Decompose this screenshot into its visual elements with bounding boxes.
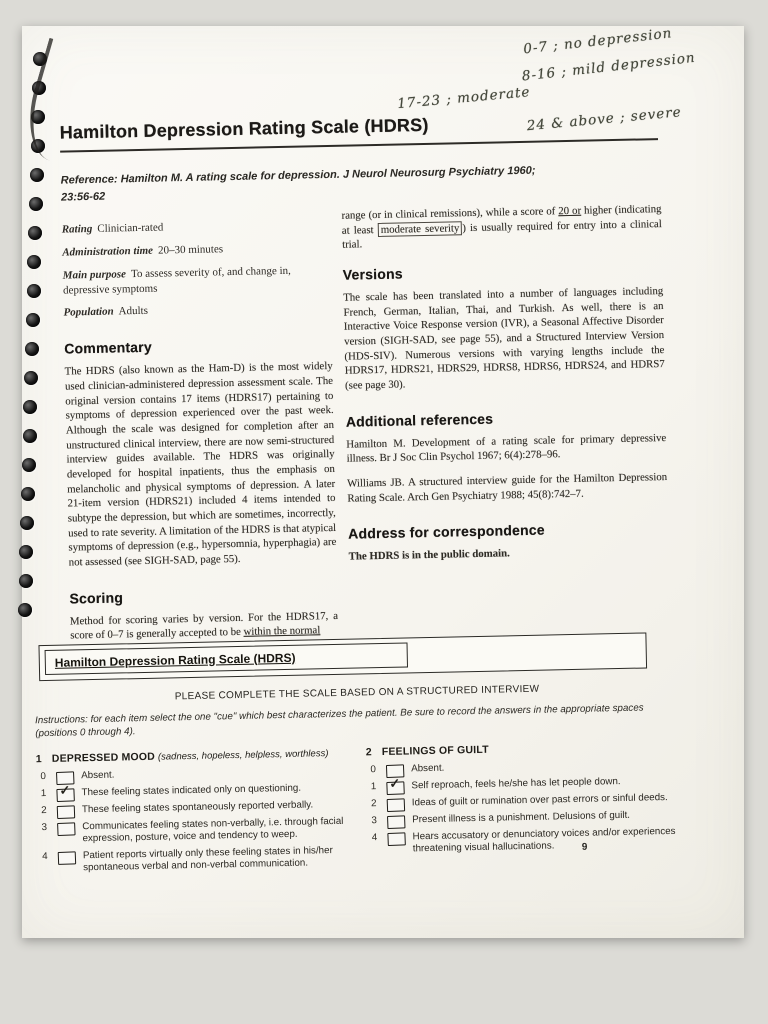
option-row: 3 Present illness is a punishment. Delusions of guilt. (367, 809, 681, 829)
address-heading: Address for correspondence (348, 521, 545, 543)
check-mark: ✓ (389, 775, 401, 792)
commentary-heading: Commentary (64, 338, 153, 357)
checkbox (387, 815, 405, 829)
fact-main-purpose: Main purpose To assess severity of, and change in, depressive symptoms (62, 264, 292, 297)
scale-item-depressed-mood (36, 747, 352, 875)
structured-interview-banner: PLEASE COMPLETE THE SCALE BASED ON A STRUCTURED INTERVIEW (174, 683, 540, 703)
check-mark: ✓ (59, 782, 71, 798)
fact-population: Population Adults (63, 305, 149, 319)
option-row: 1 ✓ These feeling states indicated only on questioning. (36, 782, 350, 802)
reference-text-line1: Hamilton M. A rating scale for depression. J Neurol Neurosurg Psychiatry 1960; (120, 164, 536, 186)
commentary-body: The HDRS (also known as the Ham-D) is the most widely used clinician-administered depression assessment scale. The original version contains 17 items (HDRS17) pertaining to symptoms of depression experienced over the past week. Although the scale was designed for completion after an unstructured clinical interview, there are now semi-structured interview guides available. The HDRS was originally developed for hospital inpatients, thus the emphasis on melancholic and physical symptoms of depression. A later 21-item version (HDRS21) included 4 items intended to subtype the depression, but which are sometimes, incorrectly, used to rate severity. A limitation of the HDRS is that atypical symptoms of depression (e.g., hypersomnia, hyperphagia) are not assessed (see SIGH-SAD, page 55). (64, 360, 337, 569)
option-row: 0 Absent. (36, 765, 350, 785)
item-heading: 2 FEELINGS OF GUILT (365, 744, 489, 759)
option-row: 0 Absent. (366, 758, 680, 778)
fact-administration-time: Administration time 20–30 minutes (62, 243, 224, 259)
reference-citation (61, 160, 682, 206)
document-page (22, 26, 744, 938)
versions-heading: Versions (342, 265, 403, 283)
handwritten-note-range-1: 0-7 ; no depression (522, 25, 674, 58)
versions-body: The scale has been translated into a number of languages including French, German, Italian, Thai, and Turkish. As well, there is an Interactive Voice Response version (IVR), a Seasonal Affective Disorder version (SIGH-SAD, see page 55), and a Structured Interview Version (HDS-SIV). Numerous versions with varying lengths include the HDRS17, HDRS21, HDRS29, HDRS8, HDRS6, HDRS24, and HDRS7 (see page 30). (343, 285, 665, 392)
scoring-heading: Scoring (69, 589, 124, 607)
option-row: 2 These feeling states spontaneously reported verbally. (37, 799, 351, 819)
scoring-body: Method for scoring varies by version. For the HDRS17, a score of 0–7 is generally accepted to be within the normal (69, 609, 339, 642)
reference-text-line2: 23:56-62 (60, 190, 106, 204)
address-body: The HDRS is in the public domain. (348, 547, 510, 564)
scoring-continuation: range (or in clinical remissions), while a score of 20 or higher (indicating at least moderate severity ) is usually required for entry into a clinical trial. (341, 203, 662, 252)
scale-form-section (33, 632, 683, 875)
additional-references-heading: Additional references (345, 410, 494, 430)
handwritten-note-range-4: 24 & above ; severe (526, 104, 683, 135)
scale-title-inner-box: Hamilton Depression Rating Scale (HDRS) (45, 642, 408, 675)
checkbox (57, 805, 75, 819)
checkbox-checked (56, 782, 74, 802)
checkbox (58, 851, 76, 865)
scale-items (36, 740, 683, 875)
page-title: Hamilton Depression Rating Scale (HDRS) (60, 110, 658, 153)
option-row: 2 Ideas of guilt or rumination over past errors or sinful deeds. (367, 792, 681, 812)
additional-reference-2: Williams JB. A structured interview guide for the Hamilton Depression Rating Scale. Arch Gen Psychiatry 1988; 45(8):742–7. (347, 471, 668, 505)
page-number: 9 (581, 841, 588, 853)
checkbox (57, 822, 75, 836)
option-row: 3 Communicates feeling states non-verbally, i.e. through facial expression, posture, voice and tendency to weep. (41, 815, 344, 845)
page-content (13, 19, 747, 934)
reference-label: Reference: (60, 173, 118, 187)
checkbox (387, 798, 405, 812)
boxed-phrase: moderate severity (378, 221, 463, 237)
right-column (341, 202, 669, 575)
scale-item-feelings-of-guilt (366, 740, 682, 868)
option-row: 1 ✓ Self reproach, feels he/she has let people down. (366, 775, 680, 795)
option-row: 4 Patient reports virtually only these feeling states in his/her spontaneous verbal and non-verbal communication. (42, 844, 333, 874)
checkbox (387, 832, 405, 846)
checkbox-checked (386, 775, 404, 795)
fact-rating: Rating Clinician-rated (61, 221, 164, 236)
handwritten-note-range-2: 8-16 ; mild depression (521, 49, 697, 85)
handwritten-note-range-3: 17-23 ; moderate (396, 84, 532, 113)
form-instructions: Instructions: for each item select the one "cue" which best characterizes the patient. Be sure to record the answers in the appropriate spaces (positions 0 through 4). (34, 702, 644, 740)
item-heading: 1 DEPRESSED MOOD (sadness, hopeless, helpless, worthless) (35, 748, 329, 766)
left-column (62, 217, 339, 653)
additional-reference-1: Hamilton M. Development of a rating scale for primary depressive illness. Br J Soc Clin Psychol 1967; 6(4):278–96. (346, 431, 667, 466)
option-row: 4 Hears accusatory or denunciatory voices and/or experiences threatening visual hallucinations. (371, 825, 676, 855)
